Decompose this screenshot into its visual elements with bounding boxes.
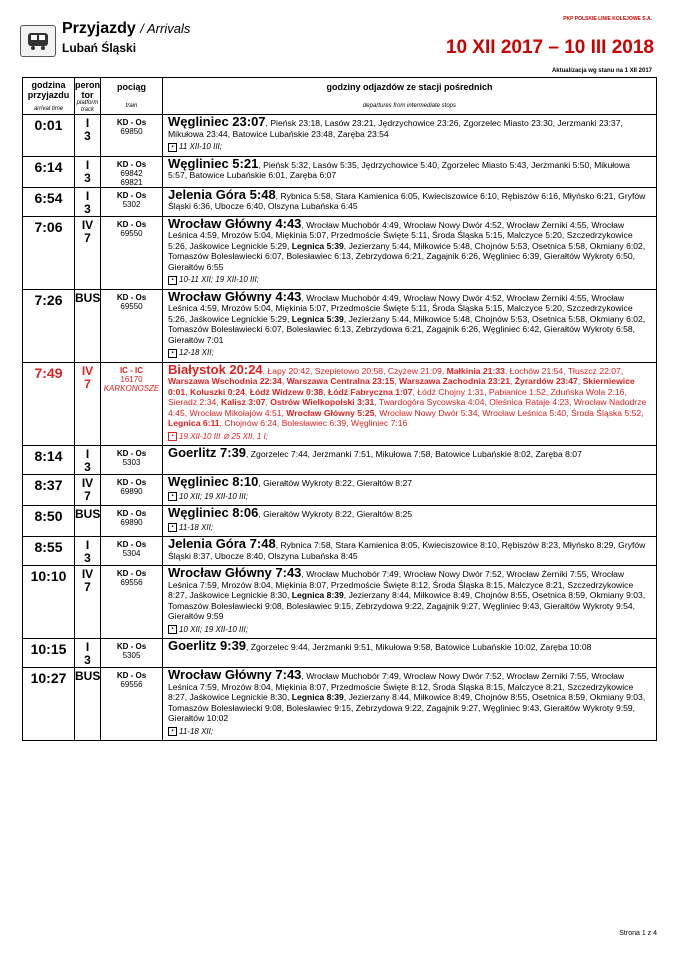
platform-number: IV bbox=[81, 217, 94, 232]
arrival-time: 8:14 bbox=[23, 446, 75, 475]
platform-number: BUS bbox=[75, 669, 101, 683]
stop-text: Łódź Widzew 0:38 bbox=[249, 386, 324, 397]
track-number: 3 bbox=[84, 551, 91, 565]
train-number: 69850 bbox=[120, 127, 143, 136]
calendar-icon: ▪ bbox=[168, 143, 177, 152]
track-number: 7 bbox=[84, 230, 91, 245]
train-cell bbox=[101, 506, 163, 537]
train-cell bbox=[101, 537, 163, 566]
stop-text: , Wrocław Muchobór 7:49, Wrocław Nowy Dwór 7:52, Wrocław Żerniki 7:55, Wrocław Leśnica 7:59, Mrozów 8:04, Miękinia 8:07, Przedmoście Święte 8:12, Środa Śląska 8:15, Malczyce 8:21, Szczedrzykowice 8:27, Jaśkowice Legnickie 8:30, bbox=[168, 671, 634, 702]
stations-cell bbox=[163, 639, 657, 668]
platform-number: I bbox=[85, 188, 90, 203]
title-sub: / Arrivals bbox=[140, 21, 191, 36]
platform-cell bbox=[75, 216, 101, 289]
stop-text: , Pieńsk 5:32, Lasów 5:35, Jędrzychowice 5:40, Zgorzelec Miasto 5:43, Jerzmanki 5:50, Mikułowa 5:57, Batowice Lubańskie 6:01, Zaręba 6:07 bbox=[168, 159, 630, 180]
note-text: 10 XII; 19 XII-10 III; bbox=[179, 491, 248, 501]
stop-text: , Rybnica 7:58, Stara Kamienica 8:05, Kwieciszowice 8:10, Rębiszów 8:23, Młyńsko 8:29, Gryfów Śląski 8:37, Ubocze 8:40, Olszyna Lubańska 8:45 bbox=[168, 540, 646, 561]
table-row bbox=[23, 639, 657, 668]
arrival-time: 7:06 bbox=[23, 216, 75, 289]
note-text: 19 XII-10 III ⊘ 25 XII, 1 I; bbox=[179, 431, 268, 441]
origin-station: Jelenia Góra 7:48 bbox=[168, 536, 276, 551]
stop-text: Legnica 8:39 bbox=[291, 692, 344, 702]
train-cell bbox=[101, 115, 163, 157]
col-header-time bbox=[23, 78, 75, 115]
platform-cell bbox=[75, 187, 101, 216]
platform-number: IV bbox=[81, 476, 94, 490]
origin-station: Wrocław Główny 7:43 bbox=[168, 667, 302, 682]
col-stations-pl: godziny odjazdów ze stacji pośrednich bbox=[326, 82, 493, 92]
note-text: 10 XII; 19 XII-10 III; bbox=[179, 624, 248, 634]
platform-cell bbox=[75, 362, 101, 446]
platform-number: IV bbox=[81, 363, 94, 378]
table-row bbox=[23, 566, 657, 639]
stop-text: , Łochów 21:54, Tłuszcz 22:07, bbox=[504, 365, 624, 376]
stop-text: , Łapy 20:42, Szepietowo 20:58, Czyżew 21:09, bbox=[262, 365, 447, 376]
stop-text: , Jezierzany 5:44, Miłkowice 5:48, Chojnów 5:53, Osetnica 5:58, Okmiany 6:02, Tomaszów Bolesławiecki 6:07, Bolesławiec 6:13, Zebrzydowa 6:21, Zagajnik 6:26, Węgliniec 6:42, Gierałtów Wykroty 6:58, Gierałtów 7:01 bbox=[168, 313, 646, 345]
calendar-icon: ▪ bbox=[168, 727, 177, 736]
train-cell bbox=[101, 289, 163, 362]
train-cell bbox=[101, 475, 163, 506]
platform-cell bbox=[75, 115, 101, 157]
stop-text: , Jezierzany 8:44, Miłkowice 8:49, Chojnów 8:55, Osetnica 8:59, Okmiany 9:03, Tomaszów Bolesławiecki 9:08, Bolesławiec 9:15, Zebrzydowa 9:22, Zagajnik 9:27, Węgliniec 9:43, Gierałtów Wykroty 9:54, Gierałtów 9:59 bbox=[168, 590, 646, 621]
timetable bbox=[22, 77, 657, 741]
stations-cell bbox=[163, 115, 657, 157]
train-number: 5303 bbox=[122, 458, 141, 467]
platform-cell bbox=[75, 446, 101, 475]
stop-text: Legnica 8:39 bbox=[291, 590, 344, 600]
train-cell bbox=[101, 216, 163, 289]
stop-text: , bbox=[323, 386, 328, 397]
table-row bbox=[23, 668, 657, 741]
note-text: 10-11 XII; 19 XII-10 III; bbox=[179, 275, 259, 284]
stations-cell bbox=[163, 537, 657, 566]
train-category: KD - Os bbox=[116, 118, 147, 127]
track-number: 3 bbox=[84, 129, 91, 143]
stop-text: , Wrocław Muchobór 4:49, Wrocław Nowy Dwór 4:52, Wrocław Żerniki 4:55, Wrocław Leśnica 4:59, Mrozów 5:04, Miękinia 5:07, Przedmoście Święte 5:11, Środa Śląska 5:15, Malczyce 5:20, Szczedrzykowice 5:26, Jaśkowice Legnickie 5:29, bbox=[168, 219, 633, 251]
train-cell bbox=[101, 362, 163, 446]
stop-text: , bbox=[265, 397, 271, 407]
train-name: KARKONOSZE bbox=[103, 383, 160, 393]
note-text: 12-18 XII; bbox=[179, 348, 214, 357]
platform-cell bbox=[75, 639, 101, 668]
arrival-time: 6:14 bbox=[23, 156, 75, 187]
stop-text: , bbox=[244, 386, 250, 397]
track-number: 7 bbox=[84, 580, 91, 594]
arrival-time: 0:01 bbox=[23, 115, 75, 157]
stop-text: , Wrocław Muchobór 7:49, Wrocław Nowy Dwór 7:52, Wrocław Żerniki 7:55, Wrocław Leśnica 7:59, Mrozów 8:04, Miękinia 8:07, Przedmoście Święte 8:12, Środa Śląska 8:15, Malczyce 8:21, Szczedrzykowice 8:27, Jaśkowice Legnickie 8:30, bbox=[168, 569, 634, 600]
platform-cell bbox=[75, 566, 101, 639]
arrival-time: 6:54 bbox=[23, 187, 75, 216]
platform-cell bbox=[75, 475, 101, 506]
track-number: 7 bbox=[84, 489, 91, 503]
calendar-note bbox=[168, 432, 651, 443]
train-number: 5304 bbox=[122, 549, 141, 558]
train-category: KD - Os bbox=[116, 449, 147, 458]
stop-text: , Twardogóra Sycowska 4:04, Oleśnica Rataje 4:23, Wrocław Nadodrze 4:45, Wrocław Mikołajów 4:51, bbox=[168, 397, 647, 418]
page-header bbox=[20, 0, 660, 80]
update-note: Aktualizacja wg stanu na 1 XII 2017 bbox=[551, 68, 652, 74]
stop-text: , Wrocław Nowy Dwór 5:34, Wrocław Leśnica 5:40, Środa Śląska 5:52, bbox=[374, 407, 644, 418]
origin-station: Białystok 20:24 bbox=[168, 361, 263, 377]
train-category: KD - Os bbox=[116, 190, 147, 200]
train-category: KD - Os bbox=[116, 671, 147, 680]
table-row bbox=[23, 216, 657, 289]
platform-cell bbox=[75, 537, 101, 566]
platform-number: BUS bbox=[75, 507, 101, 521]
stop-text: , Gierałtów Wykroty 8:22, Gierałtów 8:25 bbox=[258, 509, 413, 519]
table-row bbox=[23, 156, 657, 187]
stop-text: , bbox=[510, 376, 515, 386]
stations-cell bbox=[163, 362, 657, 446]
stations-cell bbox=[163, 506, 657, 537]
stop-text: Legnica 5:39 bbox=[291, 313, 344, 324]
calendar-note bbox=[168, 142, 651, 153]
col-header-platform bbox=[75, 78, 101, 115]
stop-text: , Wrocław Muchobór 4:49, Wrocław Nowy Dwór 4:52, Wrocław Żerniki 4:55, Wrocław Leśnica 4:59, Mrozów 5:04, Miękinia 5:07, Przedmoście Święte 5:11, Środa Śląska 5:15, Malczyce 5:20, Szczedrzykowice 5:26, Jaśkowice Legnickie 5:29, bbox=[168, 292, 633, 324]
track-number: 3 bbox=[84, 653, 91, 667]
stop-text: , Łódź Chojny 1:31, Pabianice 1:52, Zduńska Wola 2:16, Sieradz 2:34, bbox=[168, 386, 627, 407]
train-number: 69556 bbox=[120, 578, 143, 587]
stations-cell bbox=[163, 156, 657, 187]
col-platform-en: platform track bbox=[76, 100, 99, 113]
train-number: 5302 bbox=[122, 199, 141, 209]
track-number: 3 bbox=[84, 460, 91, 474]
track-number: 7 bbox=[84, 376, 91, 391]
col-platform-pl: peron tor bbox=[75, 80, 101, 100]
platform-cell bbox=[75, 156, 101, 187]
train-cell bbox=[101, 156, 163, 187]
train-cell bbox=[101, 187, 163, 216]
platform-number: IV bbox=[81, 567, 94, 581]
table-row bbox=[23, 289, 657, 362]
arrival-time: 7:26 bbox=[23, 289, 75, 362]
platform-cell bbox=[75, 668, 101, 741]
stop-text: Skierniewice 0:01 bbox=[168, 376, 635, 397]
origin-station: Wrocław Główny 7:43 bbox=[168, 565, 302, 580]
arrival-time: 8:50 bbox=[23, 506, 75, 537]
origin-station: Węgliniec 23:07 bbox=[168, 114, 266, 129]
operator-logo: PKP POLSKIE LINIE KOLEJOWE S.A. bbox=[563, 16, 652, 22]
calendar-icon: ▪ bbox=[168, 523, 177, 532]
platform-cell bbox=[75, 506, 101, 537]
arrival-time: 8:55 bbox=[23, 537, 75, 566]
origin-station: Wrocław Główny 4:43 bbox=[168, 215, 302, 231]
stop-text: Warszawa Wschodnia 22:34 bbox=[168, 376, 282, 386]
table-row bbox=[23, 115, 657, 157]
page-number: Strona 1 z 4 bbox=[619, 930, 657, 937]
stop-text: Żyrardów 23:47 bbox=[514, 376, 578, 386]
table-header-row bbox=[23, 78, 657, 115]
train-cell bbox=[101, 566, 163, 639]
stop-text: , Zgorzelec 7:44, Jerzmanki 7:51, Mikułowa 7:58, Batowice Lubańskie 8:02, Zaręba 8:07 bbox=[246, 449, 582, 459]
train-number: 69550 bbox=[120, 301, 143, 311]
stop-text: , Pieńsk 23:18, Lasów 23:21, Jędrzychowice 23:26, Zgorzelec Miasto 23:30, Jerzmanki 23:37, Mikułowa 23:44, Batowice Lubańskie 23:48, Zaręba 23:54 bbox=[168, 118, 623, 139]
stop-text: Legnica 6:11 bbox=[168, 418, 220, 428]
stations-cell bbox=[163, 187, 657, 216]
train-category: KD - Os bbox=[116, 219, 147, 229]
stop-text: , Zgorzelec 9:44, Jerzmanki 9:51, Mikułowa 9:58, Batowice Lubańskie 10:02, Zaręba 10:08 bbox=[246, 642, 592, 652]
calendar-icon: ▪ bbox=[168, 432, 177, 441]
table-row bbox=[23, 506, 657, 537]
stations-cell bbox=[163, 289, 657, 362]
stop-text: Małkinia 21:33 bbox=[446, 365, 505, 376]
platform-number: I bbox=[85, 116, 90, 130]
table-row bbox=[23, 475, 657, 506]
stop-text: , bbox=[281, 376, 287, 386]
platform-cell bbox=[75, 289, 101, 362]
calendar-icon: ▪ bbox=[168, 349, 177, 358]
train-category: KD - Os bbox=[116, 509, 147, 518]
arrival-time: 10:15 bbox=[23, 639, 75, 668]
origin-station: Węgliniec 8:10 bbox=[168, 474, 259, 489]
train-number: 69842 bbox=[120, 168, 143, 178]
train-number: 69821 bbox=[120, 177, 143, 187]
col-train-en: train bbox=[125, 103, 138, 109]
arrival-time: 10:27 bbox=[23, 668, 75, 741]
origin-station: Wrocław Główny 4:43 bbox=[168, 288, 302, 304]
stop-text: , Rybnica 5:58, Stara Kamienica 6:05, Kwieciszowice 6:10, Rębiszów 6:16, Młyńsko 6:21, Gryfów Śląski 6:36, Ubocze 6:40, Olszyna Lubańska 6:45 bbox=[168, 190, 646, 211]
arrival-time: 10:10 bbox=[23, 566, 75, 639]
origin-station: Goerlitz 9:39 bbox=[168, 638, 247, 653]
stop-text: , bbox=[185, 386, 190, 397]
calendar-icon: ▪ bbox=[168, 492, 177, 501]
calendar-note bbox=[168, 275, 651, 286]
calendar-note bbox=[168, 348, 651, 359]
stop-text: Warszawa Zachodnia 23:21 bbox=[399, 376, 510, 386]
stop-text: , Jezierzany 8:44, Miłkowice 8:49, Chojnów 8:55, Osetnica 8:59, Okmiany 9:03, Tomaszów Bolesławiecki 9:08, Bolesławiec 9:15, Zebrzydowa 9:22, Zagajnik 9:27, Węgliniec 9:43, Gierałtów Wykroty 9:59, Gierałtów 10:02 bbox=[168, 692, 646, 723]
stop-text: , Gierałtów Wykroty 8:22, Gierałtów 8:27 bbox=[258, 478, 413, 488]
col-time-pl: godzina przyjazdu bbox=[27, 80, 70, 100]
table-row bbox=[23, 187, 657, 216]
origin-station: Jelenia Góra 5:48 bbox=[168, 186, 276, 202]
platform-number: I bbox=[85, 538, 90, 552]
train-number: 5305 bbox=[122, 651, 141, 660]
platform-number: I bbox=[85, 640, 90, 654]
page-title bbox=[62, 20, 190, 38]
calendar-note bbox=[168, 523, 651, 534]
train-category: KD - Os bbox=[116, 159, 147, 169]
stop-text: Wrocław Główny 5:25 bbox=[286, 407, 375, 418]
calendar-icon: ▪ bbox=[168, 625, 177, 634]
stations-cell bbox=[163, 446, 657, 475]
train-cell bbox=[101, 446, 163, 475]
calendar-note bbox=[168, 492, 651, 503]
origin-station: Węgliniec 5:21 bbox=[168, 155, 259, 171]
platform-number: I bbox=[85, 157, 90, 172]
stop-text: , bbox=[394, 376, 400, 386]
train-number: 16170 bbox=[120, 374, 143, 384]
origin-station: Węgliniec 8:06 bbox=[168, 505, 259, 520]
platform-number: BUS bbox=[75, 290, 101, 305]
train-cell bbox=[101, 668, 163, 741]
station-name: Lubań Śląski bbox=[62, 41, 137, 55]
train-category: KD - Os bbox=[116, 642, 147, 651]
train-number: 69550 bbox=[120, 228, 143, 238]
train-icon bbox=[20, 25, 56, 57]
calendar-note bbox=[168, 625, 651, 636]
train-category: IC - IC bbox=[119, 365, 144, 375]
stop-text: Koluszki 0:24 bbox=[189, 386, 245, 397]
col-train-pl: pociąg bbox=[116, 82, 146, 92]
col-time-en: arrival time bbox=[33, 106, 64, 112]
table-row bbox=[23, 537, 657, 566]
train-number: 69556 bbox=[120, 680, 143, 689]
arrival-time: 8:37 bbox=[23, 475, 75, 506]
arrival-time: 7:49 bbox=[23, 362, 75, 446]
train-category: KD - Os bbox=[116, 540, 147, 549]
calendar-note bbox=[168, 727, 651, 738]
stations-cell bbox=[163, 566, 657, 639]
train-category: KD - Os bbox=[116, 569, 147, 578]
origin-station: Goerlitz 7:39 bbox=[168, 445, 247, 460]
calendar-icon: ▪ bbox=[168, 276, 177, 285]
col-stations-en: departures from intermediate stops bbox=[362, 103, 457, 109]
col-header-train bbox=[101, 78, 163, 115]
train-number: 69890 bbox=[120, 518, 143, 527]
track-number: 3 bbox=[84, 201, 91, 216]
stop-text: , Chojnów 6:24, Bolesławiec 6:39, Węgliniec 7:16 bbox=[219, 418, 408, 428]
stations-cell bbox=[163, 668, 657, 741]
train-category: KD - Os bbox=[116, 292, 147, 302]
note-text: 11-18 XII; bbox=[179, 522, 214, 532]
stop-text: Łódź Fabryczna 1:07 bbox=[327, 386, 413, 397]
validity-period: 10 XII 2017 – 10 III 2018 bbox=[445, 37, 654, 58]
stations-cell bbox=[163, 475, 657, 506]
note-text: 11-18 XII; bbox=[179, 726, 214, 736]
track-number: 3 bbox=[84, 170, 91, 185]
stop-text: , Jezierzany 5:44, Miłkowice 5:48, Chojnów 5:53, Osetnica 5:58, Okmiany 6:02, Tomaszów Bolesławiecki 6:07, Bolesławiec 6:13, Zebrzydowa 6:21, Zagajnik 6:26, Węgliniec 6:39, Gierałtów Wykroty 6:50, Gierałtów 6:55 bbox=[168, 240, 646, 272]
train-number: 69890 bbox=[120, 487, 143, 496]
train-category: KD - Os bbox=[116, 478, 147, 487]
stop-text: , bbox=[577, 376, 583, 386]
stop-text: Ostrów Wielkopolski 3:31 bbox=[270, 397, 375, 407]
table-row bbox=[23, 446, 657, 475]
stop-text: Warszawa Centralna 23:15 bbox=[286, 376, 395, 386]
table-row bbox=[23, 362, 657, 446]
note-text: 11 XII-10 III; bbox=[179, 142, 222, 151]
platform-number: I bbox=[85, 447, 90, 461]
col-header-stations bbox=[163, 78, 657, 115]
title-text: Przyjazdy bbox=[62, 20, 136, 37]
train-cell bbox=[101, 639, 163, 668]
stop-text: Legnica 5:39 bbox=[291, 240, 344, 251]
stations-cell bbox=[163, 216, 657, 289]
stop-text: Kalisz 3:07 bbox=[221, 397, 266, 407]
